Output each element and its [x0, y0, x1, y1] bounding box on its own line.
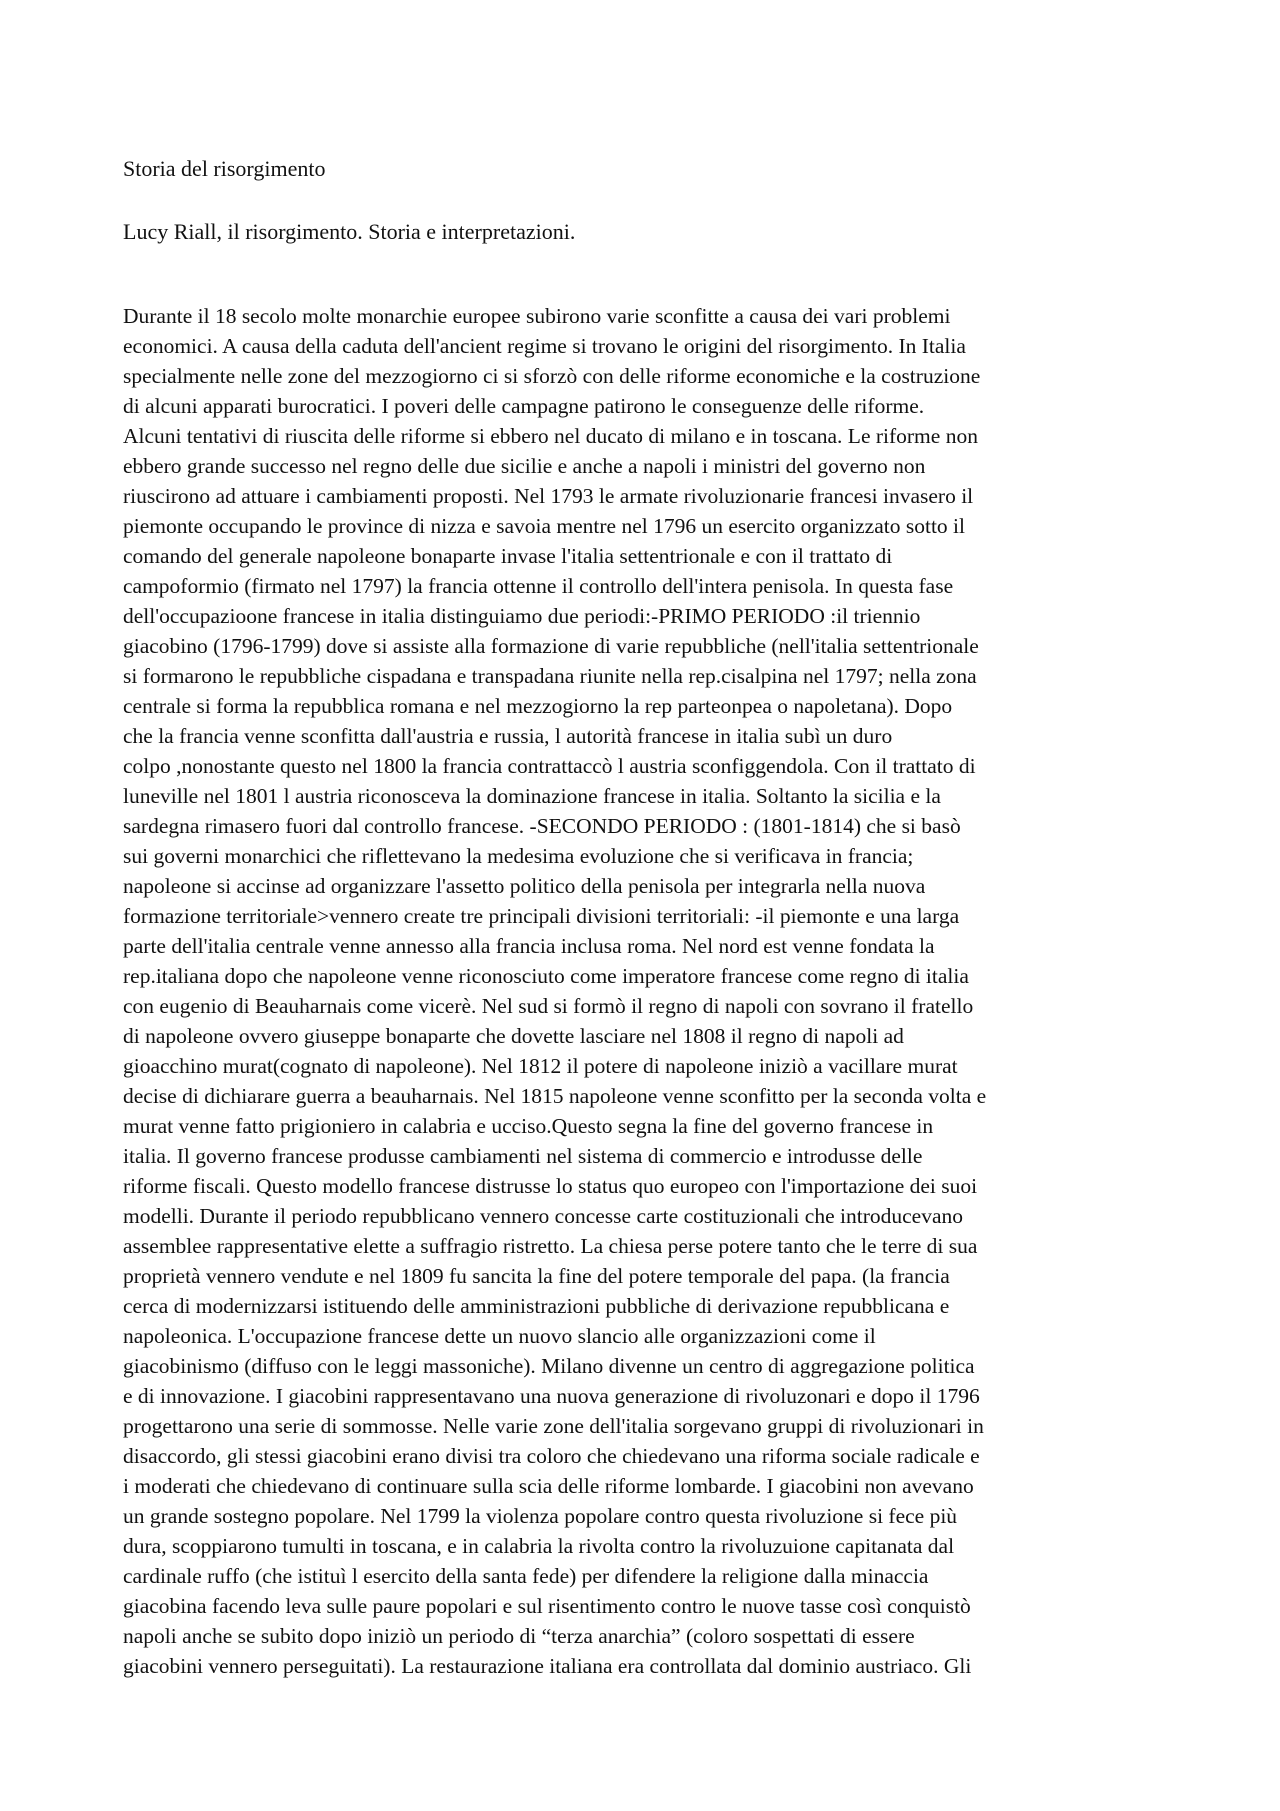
body-line: giacobino (1796-1799) dove si assiste alla formazione di varie repubbliche (nell'italia settentrionale	[123, 634, 979, 658]
body-line: napoleone si accinse ad organizzare l'assetto politico della penisola per integrarla nella nuova	[123, 874, 926, 898]
body-line: decise di dichiarare guerra a beauharnais. Nel 1815 napoleone venne sconfitto per la seconda volta e	[123, 1084, 987, 1108]
body-line: di napoleone ovvero giuseppe bonaparte che dovette lasciare nel 1808 il regno di napoli ad	[123, 1024, 904, 1048]
body-line: di alcuni apparati burocratici. I poveri delle campagne patirono le conseguenze delle riforme.	[123, 394, 925, 418]
body-line: sardegna rimasero fuori dal controllo francese. -SECONDO PERIODO : (1801-1814) che si basò	[123, 814, 961, 838]
body-line: riuscirono ad attuare i cambiamenti proposti. Nel 1793 le armate rivoluzionarie francesi invasero il	[123, 484, 974, 508]
body-line: colpo ,nonostante questo nel 1800 la francia contrattaccò l austria sconfiggendola. Con il trattato di	[123, 754, 976, 778]
body-line: con eugenio di Beauharnais come vicerè. Nel sud si formò il regno di napoli con sovrano il fratello	[123, 994, 974, 1018]
body-line: Alcuni tentativi di riuscita delle riforme si ebbero nel ducato di milano e in toscana. Le riforme non	[123, 424, 978, 448]
body-line: disaccordo, gli stessi giacobini erano divisi tra coloro che chiedevano una riforma sociale radicale e	[123, 1444, 980, 1468]
body-line: un grande sostegno popolare. Nel 1799 la violenza popolare contro questa rivoluzione si fece più	[123, 1504, 958, 1528]
body-line: centrale si forma la repubblica romana e nel mezzogiorno la rep parteonpea o napoletana). Dopo	[123, 694, 953, 718]
body-line: specialmente nelle zone del mezzogiorno ci si sforzò con delle riforme economiche e la costruzione	[123, 364, 981, 388]
body-line: dell'occupazioone francese in italia distinguiamo due periodi:-PRIMO PERIODO :il triennio	[123, 604, 921, 628]
body-line: luneville nel 1801 l austria riconosceva la dominazione francese in italia. Soltanto la sicilia e la	[123, 784, 941, 808]
body-line: che la francia venne sconfitta dall'austria e russia, l autorità francese in italia subì un duro	[123, 724, 893, 748]
body-line: Durante il 18 secolo molte monarchie europee subirono varie sconfitte a causa dei vari problemi	[123, 304, 951, 328]
body-line: si formarono le repubbliche cispadana e transpadana riunite nella rep.cisalpina nel 1797; nella zona	[123, 664, 977, 688]
body-line: assemblee rappresentative elette a suffragio ristretto. La chiesa perse potere tanto che le terre di sua	[123, 1234, 978, 1258]
document-body	[123, 301, 1183, 1681]
body-line: dura, scoppiarono tumulti in toscana, e in calabria la rivolta contro la rivoluzuione capitanata dal	[123, 1534, 955, 1558]
body-line: economici. A causa della caduta dell'ancient regime si trovano le origini del risorgimento. In Italia	[123, 334, 966, 358]
body-line: piemonte occupando le province di nizza e savoia mentre nel 1796 un esercito organizzato sotto il	[123, 514, 965, 538]
body-line: giacobina facendo leva sulle paure popolari e sul risentimento contro le nuove tasse così conquistò	[123, 1594, 971, 1618]
body-line: parte dell'italia centrale venne annesso alla francia inclusa roma. Nel nord est venne fondata la	[123, 934, 935, 958]
body-line: campoformio (firmato nel 1797) la francia ottenne il controllo dell'intera penisola. In questa fase	[123, 574, 954, 598]
body-line: formazione territoriale>vennero create tre principali divisioni territoriali: -il piemonte e una larga	[123, 904, 960, 928]
body-line: cerca di modernizzarsi istituendo delle amministrazioni pubbliche di derivazione repubblicana e	[123, 1294, 950, 1318]
body-line: progettarono una serie di sommosse. Nelle varie zone dell'italia sorgevano gruppi di rivoluzionari in	[123, 1414, 984, 1438]
body-line: italia. Il governo francese produsse cambiamenti nel sistema di commercio e introdusse delle	[123, 1144, 923, 1168]
body-line: sui governi monarchici che riflettevano la medesima evoluzione che si verificava in francia;	[123, 844, 914, 868]
body-line: giacobinismo (diffuso con le leggi massoniche). Milano divenne un centro di aggregazione politica	[123, 1354, 975, 1378]
body-line: cardinale ruffo (che istituì l esercito della santa fede) per difendere la religione dalla minaccia	[123, 1564, 929, 1588]
body-line: giacobini vennero perseguitati). La restaurazione italiana era controllata dal dominio austriaco. Gli	[123, 1654, 972, 1678]
body-line: rep.italiana dopo che napoleone venne riconosciuto come imperatore francese come regno di italia	[123, 964, 969, 988]
body-line: proprietà vennero vendute e nel 1809 fu sancita la fine del potere temporale del papa. (la francia	[123, 1264, 950, 1288]
body-line: e di innovazione. I giacobini rappresentavano una nuova generazione di rivoluzonari e dopo il 1796	[123, 1384, 980, 1408]
body-line: modelli. Durante il periodo repubblicano vennero concesse carte costituzionali che introducevano	[123, 1204, 963, 1228]
body-line: riforme fiscali. Questo modello francese distrusse lo status quo europeo con l'importazione dei suoi	[123, 1174, 978, 1198]
body-line: napoli anche se subito dopo iniziò un periodo di “terza anarchia” (coloro sospettati di essere	[123, 1624, 915, 1648]
document-reference: Lucy Riall, il risorgimento. Storia e interpretazioni.	[123, 219, 576, 244]
body-line: napoleonica. L'occupazione francese dette un nuovo slancio alle organizzazioni come il	[123, 1324, 876, 1348]
body-line: i moderati che chiedevano di continuare sulla scia delle riforme lombarde. I giacobini non avevano	[123, 1474, 974, 1498]
body-line: ebbero grande successo nel regno delle due sicilie e anche a napoli i ministri del governo non	[123, 454, 926, 478]
document-title: Storia del risorgimento	[123, 156, 326, 181]
body-line: murat venne fatto prigioniero in calabria e ucciso.Questo segna la fine del governo francese in	[123, 1114, 934, 1138]
body-line: comando del generale napoleone bonaparte invase l'italia settentrionale e con il trattato di	[123, 544, 893, 568]
body-line: gioacchino murat(cognato di napoleone). Nel 1812 il potere di napoleone iniziò a vacillare murat	[123, 1054, 958, 1078]
